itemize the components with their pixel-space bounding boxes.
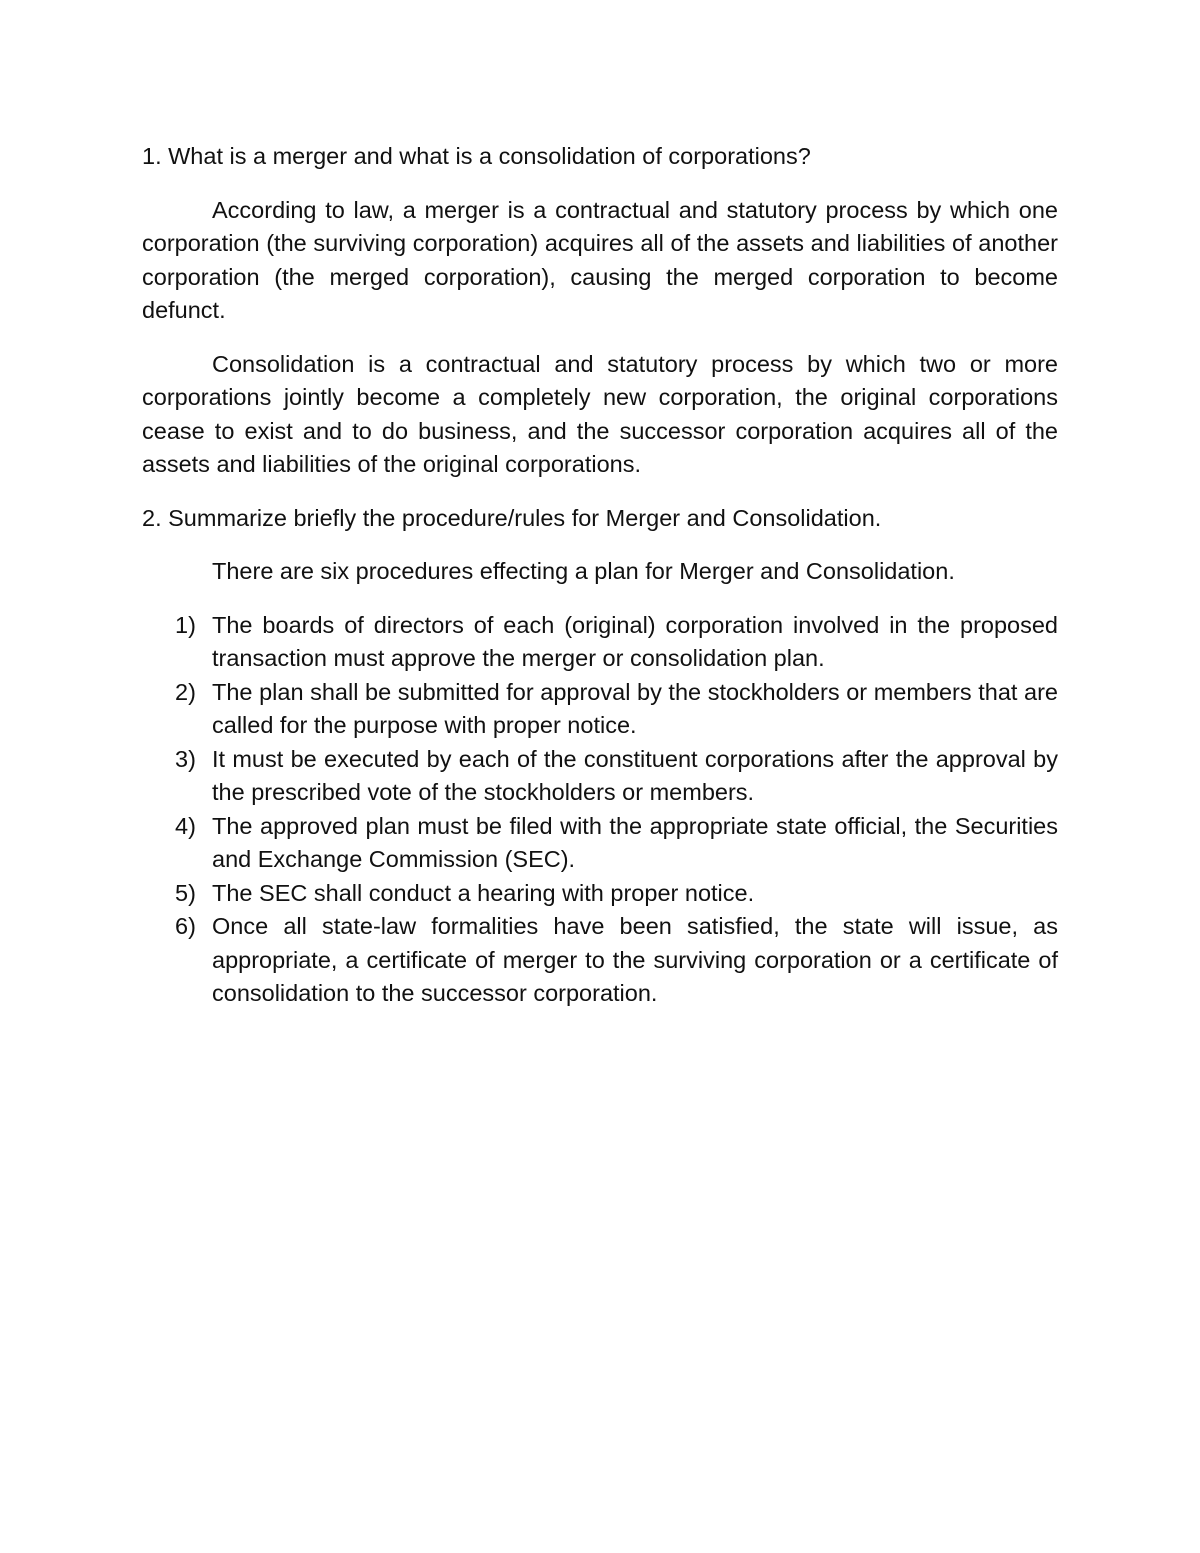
procedure-step-number: 3) xyxy=(175,745,196,772)
procedure-step xyxy=(142,676,1058,743)
answer-1-merger-definition: According to law, a merger is a contractual and statutory process by which one corporation (the surviving corporation) acquires all of the assets and liabilities of another corporation (the merged corporation), causing the merged corporation to become defunct. xyxy=(142,196,1058,323)
question-1: 1. What is a merger and what is a consolidation of corporations? xyxy=(142,143,811,169)
procedure-step-text: The SEC shall conduct a hearing with proper notice. xyxy=(212,879,755,906)
question-2: 2. Summarize briefly the procedure/rules for Merger and Consolidation. xyxy=(142,504,882,531)
procedure-step xyxy=(142,877,1058,911)
procedure-step xyxy=(142,743,1058,810)
procedure-step-text: Once all state-law formalities have been satisfied, the state will issue, as appropriate, a certificate of merger to the surviving corporation or a certificate of consolidation to the successor corporation. xyxy=(212,913,1058,1006)
procedure-step-text: The plan shall be submitted for approval by the stockholders or members that are called for the purpose with proper notice. xyxy=(212,678,1058,738)
procedure-step-number: 4) xyxy=(175,812,196,839)
document-body xyxy=(142,140,1058,1011)
procedure-step xyxy=(142,609,1058,676)
procedure-step-number: 6) xyxy=(175,913,196,939)
procedure-step xyxy=(142,910,1058,1011)
procedure-step-text: The boards of directors of each (original) corporation involved in the proposed transaction must approve the merger or consolidation plan. xyxy=(212,611,1058,671)
procedure-list xyxy=(142,609,1058,1011)
answer-1-consolidation-definition: Consolidation is a contractual and statutory process by which two or more corporations jointly become a completely new corporation, the original corporations cease to exist and to do business, and the successor corporation acquires all of the assets and liabilities of the original corporations. xyxy=(142,350,1058,477)
procedure-step-number: 1) xyxy=(175,611,196,638)
procedure-step-text: The approved plan must be filed with the appropriate state official, the Securities and Exchange Commission (SEC). xyxy=(212,812,1058,872)
answer-2-intro: There are six procedures effecting a plan for Merger and Consolidation. xyxy=(212,558,955,584)
procedure-step-text: It must be executed by each of the constituent corporations after the approval by the prescribed vote of the stockholders or members. xyxy=(212,745,1058,805)
procedure-step xyxy=(142,810,1058,877)
procedure-step-number: 2) xyxy=(175,678,196,705)
procedure-step-number: 5) xyxy=(175,879,196,906)
